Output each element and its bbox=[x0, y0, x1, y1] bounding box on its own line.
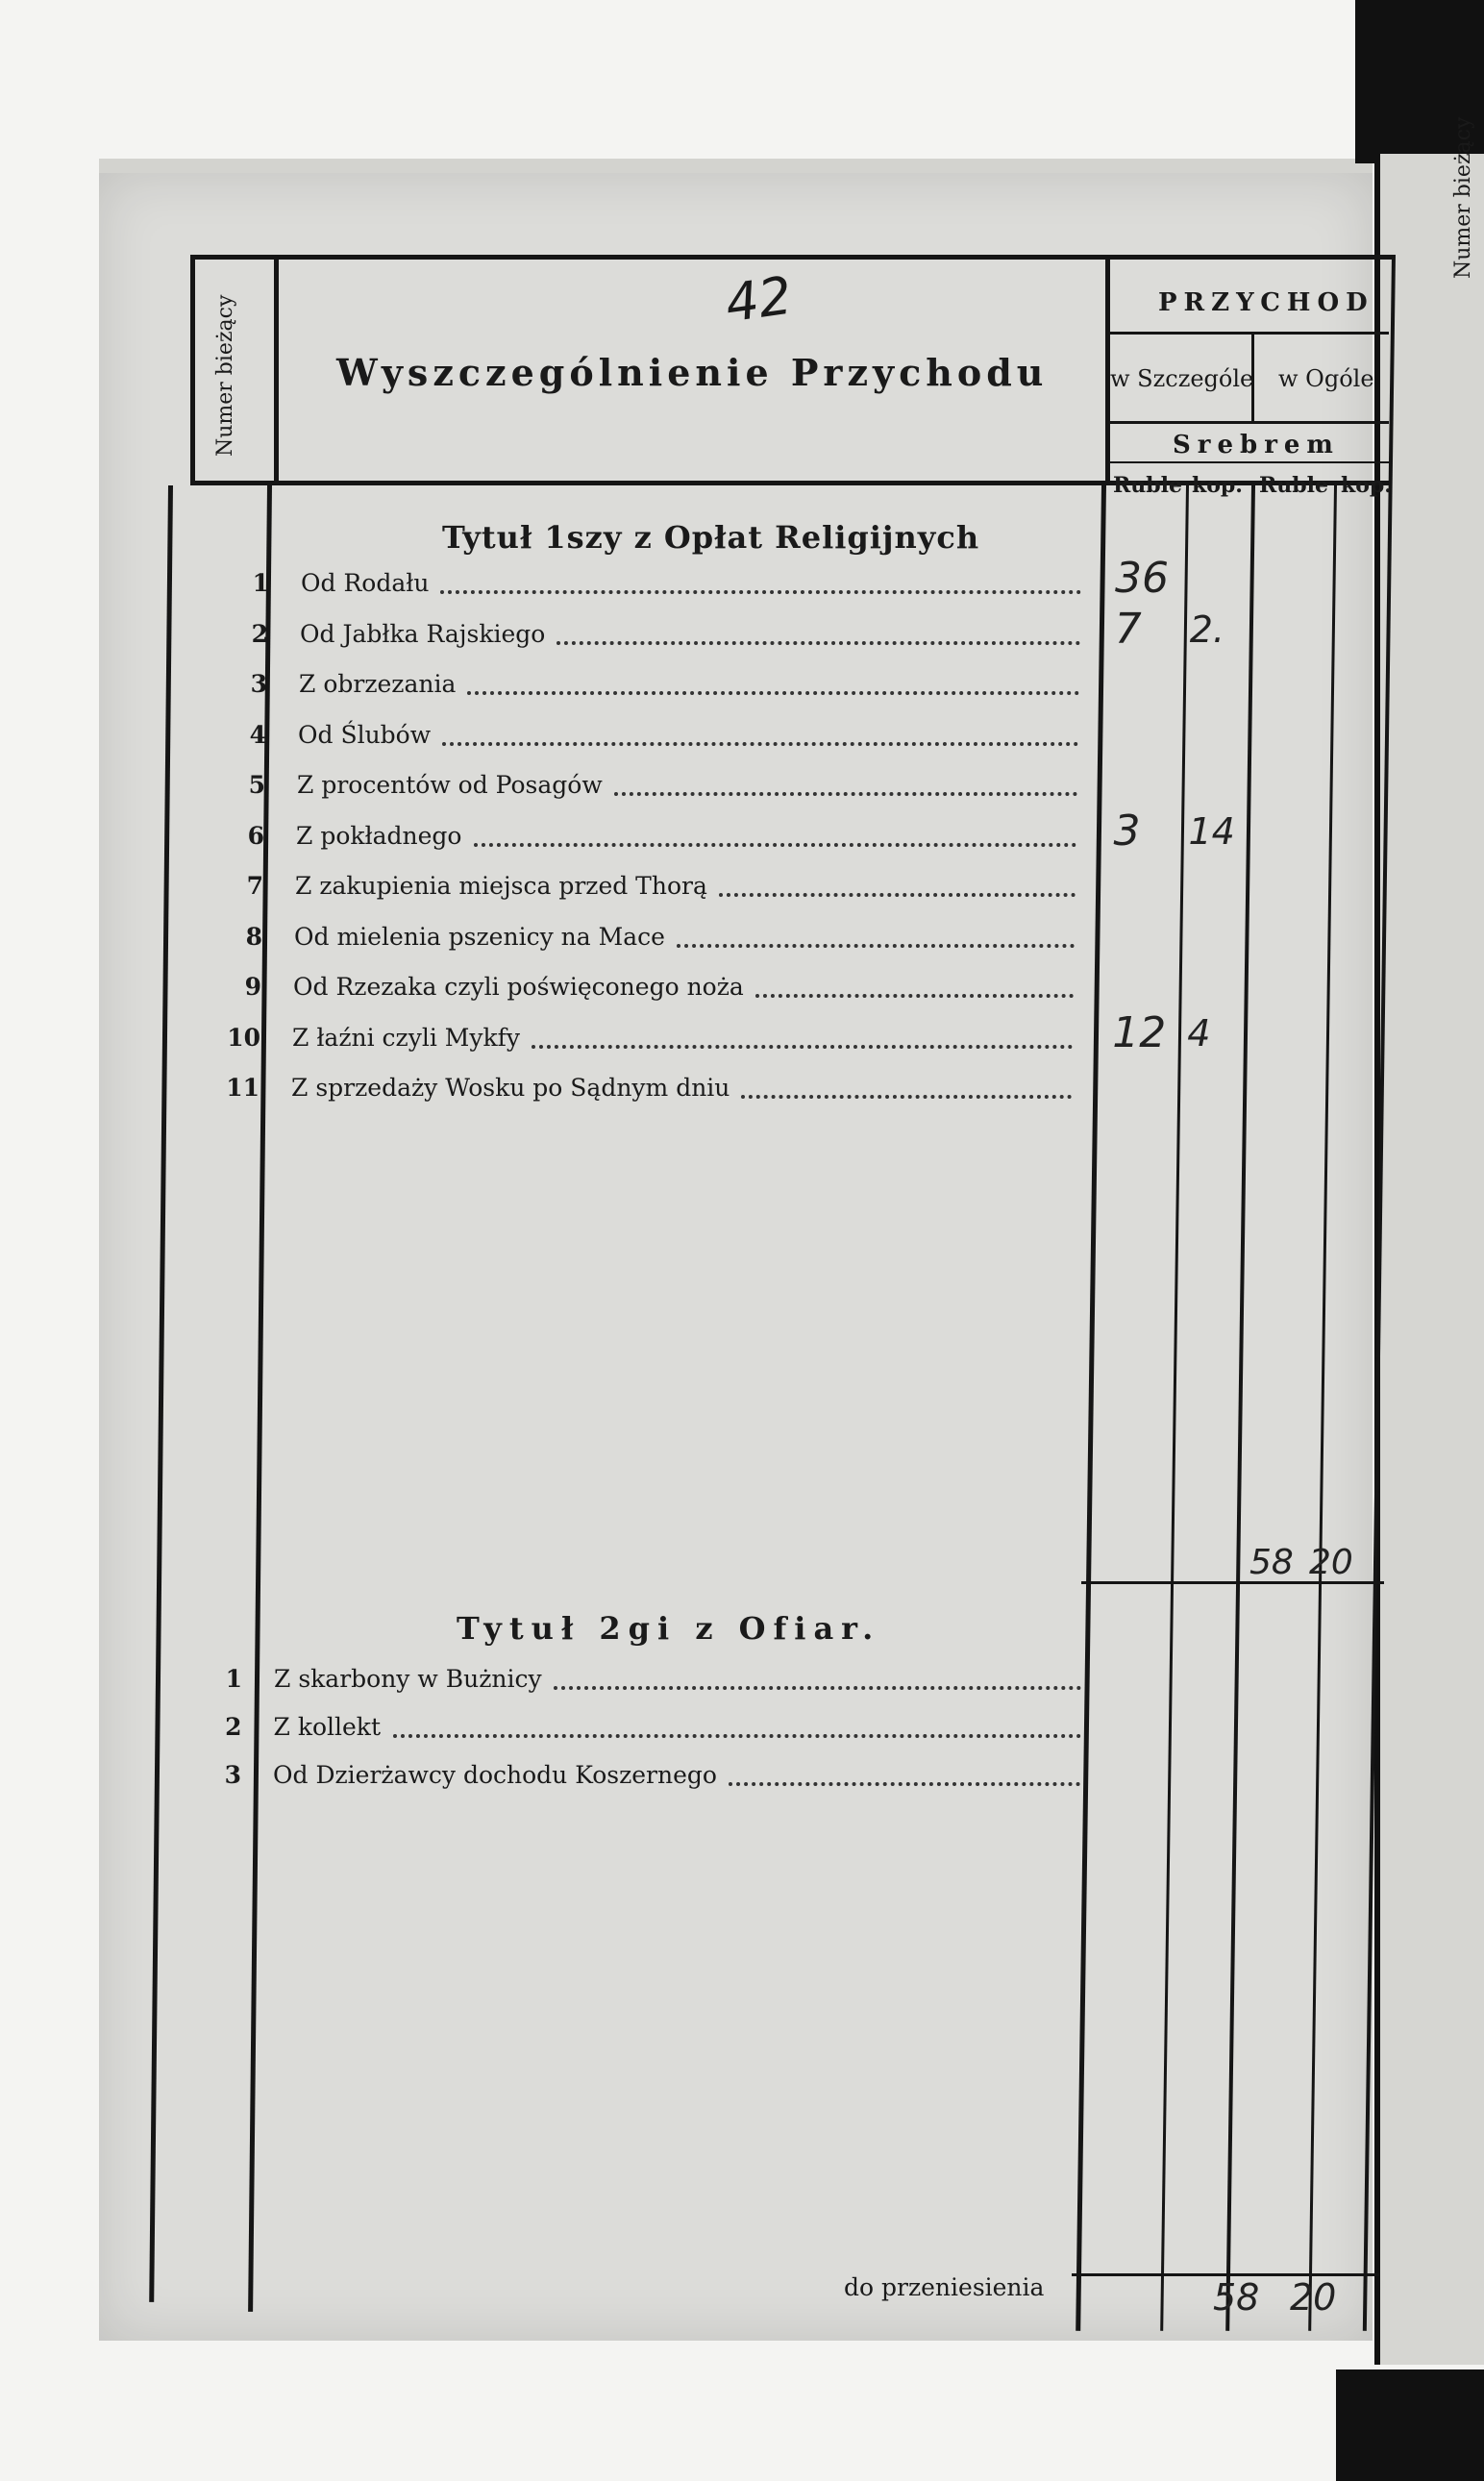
przychod-heading: PRZYCHOD bbox=[1158, 288, 1374, 317]
list-item bbox=[0, 822, 1484, 860]
item-ruble-amount: 7 bbox=[1114, 604, 1142, 654]
column-number-label: Numer bieżący bbox=[213, 294, 237, 457]
item-label: Od Dzierżawcy dochodu Koszernego bbox=[273, 1761, 717, 1789]
item-kop-amount: 2. bbox=[1189, 608, 1224, 651]
leader-dots bbox=[532, 1037, 1073, 1049]
item-number: 5 bbox=[248, 771, 265, 799]
przychod-underline bbox=[1110, 332, 1389, 335]
item-number: 2 bbox=[251, 619, 268, 648]
item-number: 4 bbox=[249, 720, 266, 749]
leader-dots bbox=[755, 986, 1074, 998]
item-number: 3 bbox=[250, 670, 267, 698]
list-item bbox=[0, 1713, 1484, 1751]
srebrem-heading: Srebrem bbox=[1173, 431, 1340, 459]
table-top-border bbox=[190, 255, 1392, 260]
carry-label: do przeniesienia bbox=[844, 2273, 1045, 2301]
section1-subtotal-kop: 20 bbox=[1309, 1543, 1353, 1582]
item-number: 3 bbox=[224, 1761, 241, 1789]
item-label: Od Jabłka Rajskiego bbox=[300, 619, 546, 648]
item-number: 6 bbox=[247, 821, 264, 850]
list-item bbox=[0, 771, 1484, 809]
list-item bbox=[0, 569, 1484, 608]
carry-kop: 20 bbox=[1290, 2276, 1337, 2319]
item-ruble-amount: 3 bbox=[1113, 806, 1141, 856]
leader-dots bbox=[474, 835, 1076, 847]
list-item bbox=[0, 923, 1484, 961]
item-number: 11 bbox=[226, 1074, 260, 1102]
carry-ruble: 58 bbox=[1213, 2276, 1260, 2319]
leader-dots bbox=[556, 633, 1080, 645]
item-label: Z procentów od Posagów bbox=[297, 771, 603, 799]
list-item bbox=[0, 620, 1484, 658]
item-number: 7 bbox=[246, 872, 263, 900]
item-label: Z łaźni czyli Mykfy bbox=[292, 1023, 521, 1052]
item-number: 1 bbox=[225, 1665, 242, 1693]
adjacent-page-number-label: Numer bieżący bbox=[1451, 116, 1475, 279]
list-item bbox=[0, 1074, 1484, 1112]
list-item bbox=[0, 973, 1484, 1011]
kop-heading-2: kop. bbox=[1341, 473, 1392, 498]
item-label: Z sprzedaży Wosku po Sądnym dniu bbox=[291, 1074, 730, 1102]
item-number: 9 bbox=[244, 973, 261, 1001]
subheader-line bbox=[1110, 421, 1389, 424]
leader-dots bbox=[677, 936, 1075, 948]
item-number: 1 bbox=[252, 569, 269, 597]
ruble-heading-2: Ruble bbox=[1259, 473, 1329, 498]
item-kop-amount: 14 bbox=[1188, 809, 1235, 853]
item-number: 10 bbox=[227, 1023, 260, 1052]
page-number: 42 bbox=[721, 264, 796, 335]
item-number: 2 bbox=[225, 1713, 242, 1741]
item-label: Z zakupienia miejsca przed Thorą bbox=[295, 872, 707, 900]
list-item bbox=[0, 1665, 1484, 1703]
list-item bbox=[0, 721, 1484, 759]
leader-dots bbox=[393, 1726, 1081, 1738]
item-label: Z pokładnego bbox=[296, 821, 462, 850]
header-left-border bbox=[190, 255, 195, 485]
section1-subtotal-ruble: 58 bbox=[1249, 1543, 1294, 1582]
w-szczegole-heading: w Szczególe bbox=[1110, 365, 1254, 392]
header-number-divider bbox=[274, 255, 279, 485]
leader-dots bbox=[467, 683, 1079, 695]
item-kop-amount: 4 bbox=[1187, 1011, 1211, 1054]
item-label: Od Rodału bbox=[301, 569, 430, 597]
w-ogole-heading: w Ogóle bbox=[1278, 365, 1374, 392]
leader-dots bbox=[729, 1774, 1080, 1786]
kop-heading-1: kop. bbox=[1192, 473, 1243, 498]
leader-dots bbox=[719, 885, 1076, 897]
item-number: 8 bbox=[245, 922, 262, 951]
page-title: Wyszczególnienie Przychodu bbox=[336, 351, 1049, 394]
srebrem-underline bbox=[1110, 461, 1389, 463]
leader-dots bbox=[614, 784, 1077, 796]
item-label: Od Ślubów bbox=[298, 720, 432, 749]
item-label: Z kollekt bbox=[273, 1713, 381, 1741]
ledger-page bbox=[99, 173, 1373, 2341]
item-label: Od Rzezaka czyli poświęconego noża bbox=[293, 973, 744, 1001]
list-item bbox=[0, 1024, 1484, 1062]
section1-title: Tytuł 1szy z Opłat Religijnych bbox=[442, 519, 980, 556]
item-ruble-amount: 36 bbox=[1115, 554, 1169, 603]
adjacent-page-shadow-bottom bbox=[1336, 2369, 1484, 2481]
list-item bbox=[0, 1761, 1484, 1799]
item-label: Od mielenia pszenicy na Mace bbox=[294, 922, 665, 951]
item-label: Z obrzezania bbox=[299, 670, 457, 698]
leader-dots bbox=[440, 583, 1081, 594]
list-item bbox=[0, 872, 1484, 910]
ruble-heading-1: Ruble bbox=[1113, 473, 1183, 498]
list-item bbox=[0, 670, 1484, 708]
item-label: Z skarbony w Bużnicy bbox=[274, 1665, 542, 1693]
leader-dots bbox=[741, 1087, 1072, 1099]
section2-title: Tytuł 2gi z Ofiar. bbox=[457, 1610, 881, 1647]
item-ruble-amount: 12 bbox=[1112, 1007, 1167, 1057]
leader-dots bbox=[554, 1678, 1081, 1690]
leader-dots bbox=[442, 734, 1078, 746]
